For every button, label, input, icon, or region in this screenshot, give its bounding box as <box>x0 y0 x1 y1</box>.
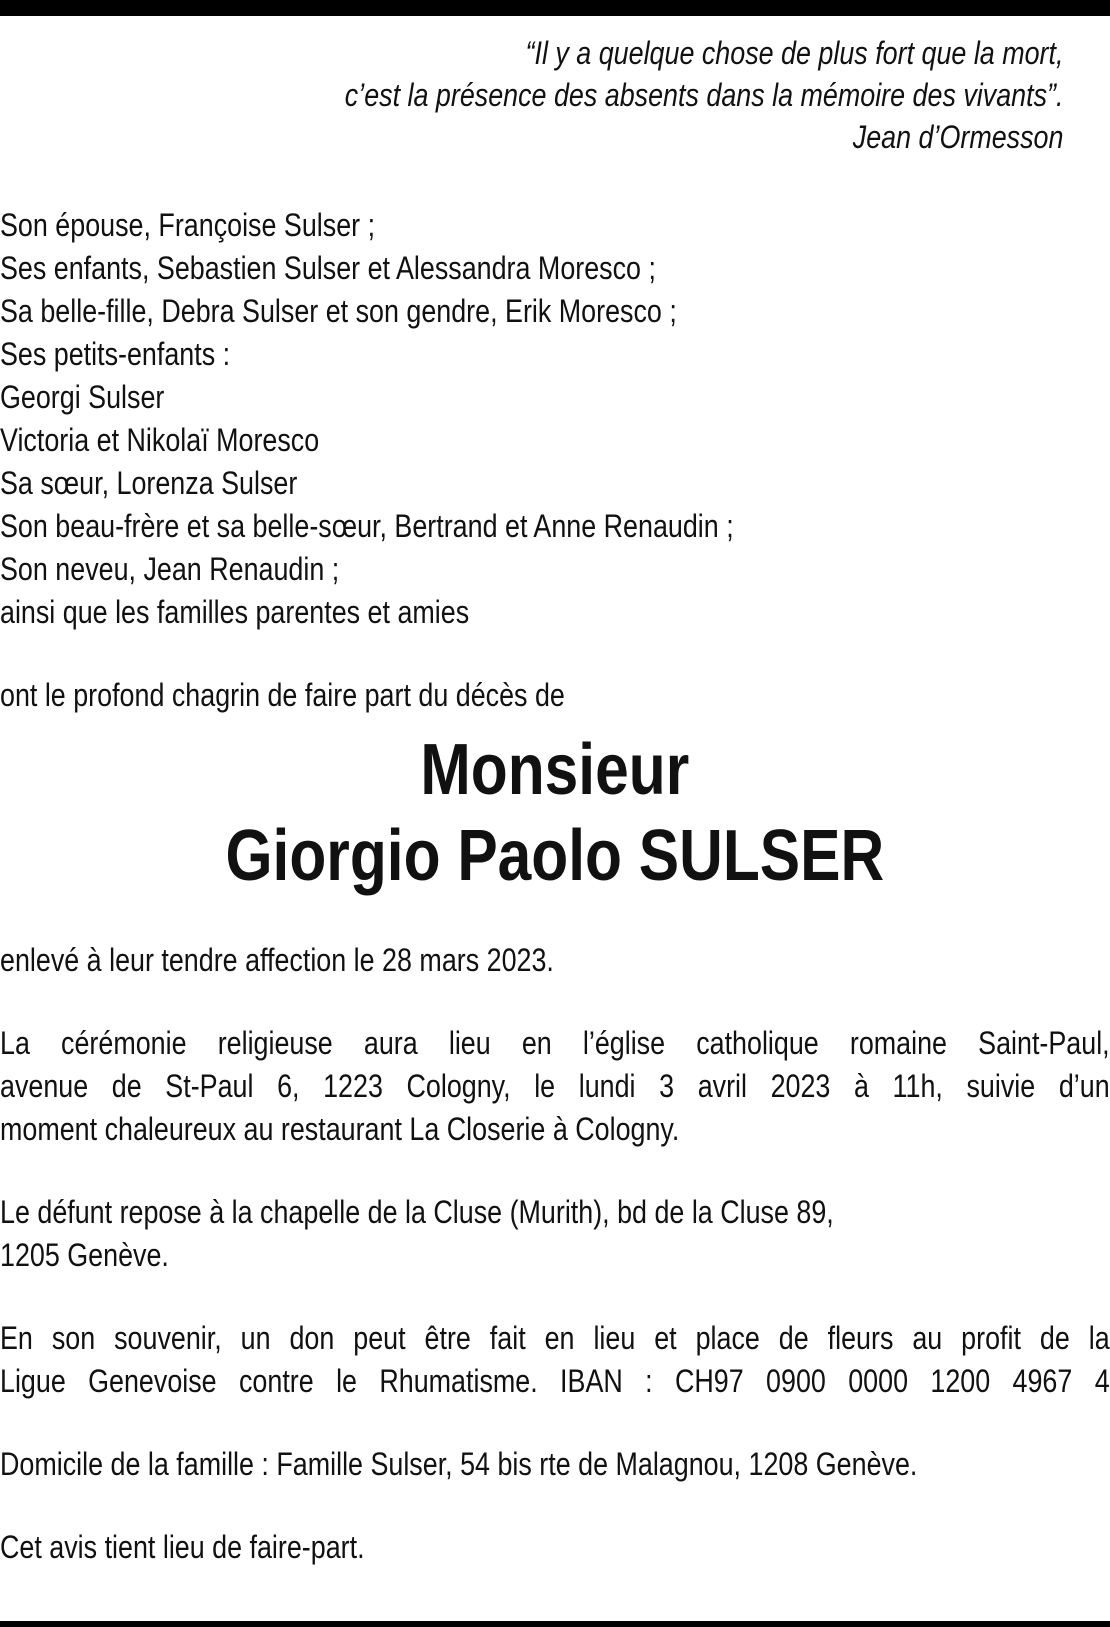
domicile-paragraph <box>0 1443 1110 1486</box>
family-line: Georgi Sulser <box>0 379 165 415</box>
family-line: Sa belle-fille, Debra Sulser et son gendre, Erik Moresco ; <box>0 293 677 329</box>
ceremony-line: avenue de St-Paul 6, 1223 Cologny, le lundi 3 avril 2023 à 11h, suivie d’un <box>0 1068 1110 1104</box>
family-line: Sa sœur, Lorenza Sulser <box>0 465 298 501</box>
ceremony-line: moment chaleureux au restaurant La Closerie à Cologny. <box>0 1111 680 1147</box>
ceremony-paragraph <box>0 1022 1110 1151</box>
quote-author: Jean d’Ormesson <box>852 119 1064 155</box>
obituary-notice <box>0 16 1110 1569</box>
deceased-name: Giorgio Paolo SULSER <box>225 816 885 896</box>
family-line: Son neveu, Jean Renaudin ; <box>0 551 340 587</box>
donation-line: En son souvenir, un don peut être fait en lieu et place de fleurs au profit de la <box>0 1320 1110 1356</box>
family-line: Ses enfants, Sebastien Sulser et Alessandra Moresco ; <box>0 250 656 286</box>
family-line: Son épouse, Françoise Sulser ; <box>0 207 376 243</box>
closing-paragraph <box>0 1526 1110 1569</box>
date-of-death <box>0 939 1110 982</box>
ceremony-line: La cérémonie religieuse aura lieu en l’église catholique romaine Saint-Paul, <box>0 1025 1110 1061</box>
epigraph-quote <box>0 32 1110 158</box>
repose-paragraph <box>0 1191 1110 1277</box>
quote-line-2: c’est la présence des absents dans la mémoire des vivants”. <box>344 77 1064 113</box>
donation-line: Ligue Genevoise contre le Rhumatisme. IBAN : CH97 0900 0000 1200 4967 4 <box>0 1363 1110 1399</box>
deceased-title: Monsieur <box>420 730 690 810</box>
top-rule <box>0 0 1110 16</box>
family-line: Son beau-frère et sa belle-sœur, Bertrand et Anne Renaudin ; <box>0 508 734 544</box>
deceased-name-block <box>0 727 1110 899</box>
closing-text: Cet avis tient lieu de faire-part. <box>0 1529 365 1565</box>
donation-paragraph <box>0 1317 1110 1403</box>
family-line: Ses petits-enfants : <box>0 336 231 372</box>
repose-line: Le défunt repose à la chapelle de la Cluse (Murith), bd de la Cluse 89, <box>0 1194 834 1230</box>
domicile-text: Domicile de la famille : Famille Sulser, 54 bis rte de Malagnou, 1208 Genève. <box>0 1446 918 1482</box>
family-line: ainsi que les familles parentes et amies <box>0 594 470 630</box>
family-list <box>0 204 1110 634</box>
announcement-intro: ont le profond chagrin de faire part du décès de <box>0 677 565 713</box>
bottom-rule <box>0 1621 1110 1627</box>
date-text: enlevé à leur tendre affection le 28 mars 2023. <box>0 942 554 978</box>
repose-line: 1205 Genève. <box>0 1237 169 1273</box>
quote-line-1: “Il y a quelque chose de plus fort que la mort, <box>525 35 1064 71</box>
family-line: Victoria et Nikolaï Moresco <box>0 422 320 458</box>
